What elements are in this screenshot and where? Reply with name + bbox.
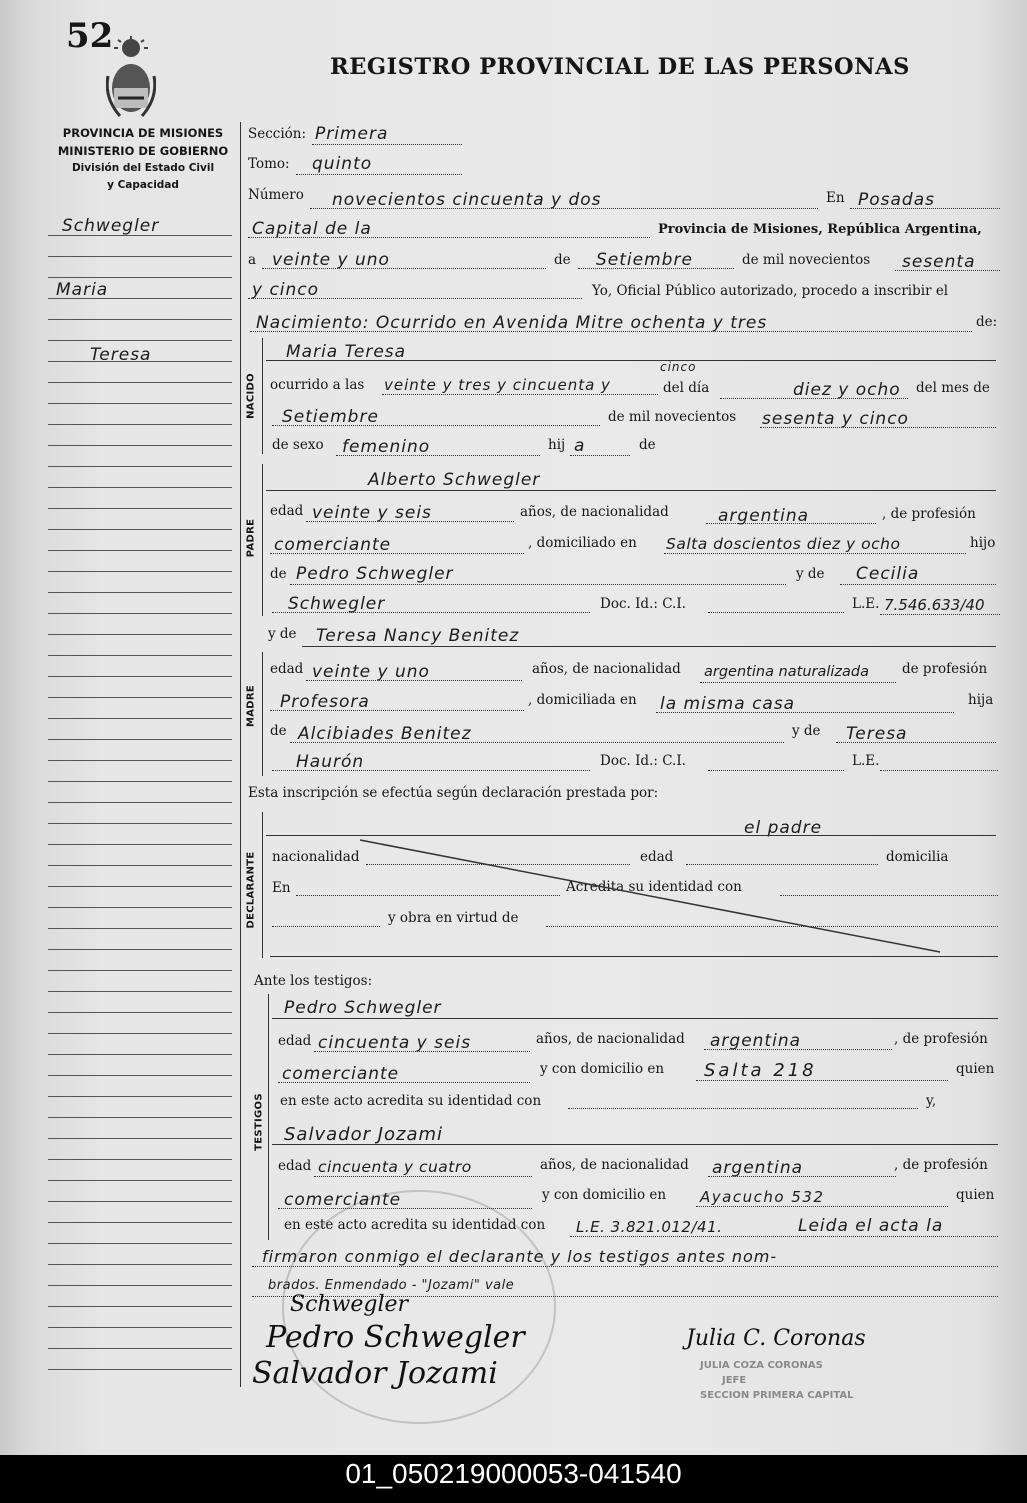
inscripcion-label: Esta inscripción se efectúa según declaración prestada por: — [248, 785, 659, 801]
padre-profesion-value: comerciante — [274, 535, 392, 555]
margin-given-name-2: Teresa — [90, 345, 152, 365]
tomo-label: Tomo: — [248, 156, 290, 172]
a-label: a — [248, 252, 257, 268]
testigo2-quien-label: quien — [956, 1187, 995, 1203]
de-colon-label: de: — [976, 314, 998, 330]
padre-nac-label: años, de nacionalidad — [520, 504, 669, 520]
testigo1-domicilio-value: Salta 218 — [704, 1060, 817, 1081]
declarante-obra-label: y obra en virtud de — [388, 910, 519, 926]
stamp-line-2: JEFE — [722, 1375, 747, 1386]
madre-y-de-label: y de — [268, 626, 297, 642]
padre-domicilio-value: Salta doscientos diez y ocho — [666, 535, 901, 553]
testigo2-nac-value: argentina — [712, 1158, 804, 1178]
authority-capacity: y Capacidad — [107, 179, 179, 191]
declarante-por: el padre — [744, 818, 823, 838]
madre-side-label: MADRE — [245, 684, 257, 728]
padre-doc-label: Doc. Id.: C.I. — [600, 596, 686, 612]
testigo2-nombre: Salvador Jozami — [284, 1124, 444, 1145]
testigo1-edad-label: edad — [278, 1033, 312, 1049]
declarante-edad-label: edad — [640, 849, 674, 865]
authority-division: División del Estado Civil — [71, 162, 215, 174]
signature-1: Schwegler — [290, 1292, 409, 1317]
cierre-line-3: brados. Enmendado - "Jozami" vale — [268, 1278, 515, 1293]
padre-de-label: de — [270, 566, 287, 582]
padre-padre-value: Pedro Schwegler — [296, 564, 454, 584]
madre-edad-label: edad — [270, 661, 304, 677]
padre-madre-value-2: Schwegler — [288, 594, 386, 614]
hij-de-label: de — [639, 437, 656, 453]
testigo2-domicilio-label: y con domicilio en — [542, 1187, 667, 1203]
signature-2: Pedro Schwegler — [266, 1320, 525, 1355]
testigos-label: Ante los testigos: — [254, 973, 373, 989]
hij-suffix: a — [574, 436, 586, 456]
tomo-value: quinto — [312, 154, 373, 174]
testigo1-nac-value: argentina — [710, 1031, 802, 1051]
hora-superscript: cinco — [660, 360, 697, 374]
madre-hija-label: hija — [968, 692, 994, 708]
authority-province: PROVINCIA DE MISIONES — [62, 126, 224, 140]
cierre-line-1: Leida el acta la — [798, 1216, 944, 1236]
declarante-en-label: En — [272, 880, 291, 896]
signature-official: Julia C. Coronas — [686, 1326, 866, 1351]
madre-y-de-2-label: y de — [792, 723, 821, 739]
madre-profesion-value: Profesora — [280, 692, 370, 712]
del-mes-label: del mes de — [916, 380, 990, 396]
madre-padre-value: Alcibiades Benitez — [298, 724, 472, 744]
testigo1-profesion-label: , de profesión — [894, 1031, 988, 1047]
madre-edad-value: veinte y uno — [312, 662, 430, 682]
madre-nac-value: argentina naturalizada — [704, 664, 870, 680]
dia-nac-value: diez y ocho — [793, 380, 901, 400]
en-label: En — [826, 190, 845, 206]
testigo1-nombre: Pedro Schwegler — [284, 998, 442, 1018]
stamp-line-3: SECCION PRIMERA CAPITAL — [700, 1390, 854, 1401]
de-mil-label: de mil novecientos — [742, 252, 871, 268]
stamp-line-1: JULIA COZA CORONAS — [700, 1360, 823, 1371]
testigo2-edad-value: cincuenta y cuatro — [318, 1158, 472, 1176]
provincia-label: Provincia de Misiones, República Argentina, — [658, 222, 982, 237]
padre-y-de-label: y de — [796, 566, 825, 582]
madre-madre-value: Teresa — [846, 724, 908, 744]
testigo1-nac-label: años, de nacionalidad — [536, 1031, 685, 1047]
padre-nombre: Alberto Schwegler — [368, 470, 541, 490]
de-mil-nac-label: de mil novecientos — [608, 409, 737, 425]
declarante-side-label: DECLARANTE — [245, 851, 257, 929]
padre-hijo-label: hijo — [970, 535, 996, 551]
yo-label: Yo, Oficial Público autorizado, procedo a inscribir el — [592, 283, 949, 299]
dia-value: veinte y uno — [272, 250, 390, 270]
testigo1-domicilio-label: y con domicilio en — [540, 1061, 665, 1077]
margin-given-name-1: Maria — [56, 280, 109, 300]
testigo2-nac-label: años, de nacionalidad — [540, 1157, 689, 1173]
signature-3: Salvador Jozami — [252, 1356, 498, 1391]
numero-label: Número — [248, 187, 304, 203]
testigo1-edad-value: cincuenta y seis — [318, 1033, 472, 1053]
anio-value-2: y cinco — [252, 280, 320, 300]
testigo1-y-label: y, — [926, 1093, 937, 1109]
ocurrido-label: ocurrido a las — [270, 377, 365, 393]
padre-edad-value: veinte y seis — [312, 503, 432, 523]
del-dia-label: del día — [663, 380, 710, 396]
declarante-nacionalidad-label: nacionalidad — [272, 849, 360, 865]
margin-surname: Schwegler — [62, 216, 160, 236]
mes-value: Setiembre — [596, 250, 693, 270]
testigos-side-label: TESTIGOS — [253, 1093, 265, 1151]
declarante-acredita-label: Acredita su identidad con — [566, 879, 742, 895]
padre-madre-value: Cecilia — [856, 564, 920, 584]
madre-domicilio-label: , domiciliada en — [528, 692, 637, 708]
nacido-side-label: NACIDO — [245, 373, 257, 419]
footer-identifier: 01_050219000053-041540 — [345, 1458, 682, 1489]
seccion-value: Primera — [315, 124, 389, 144]
testigo2-identidad-value: L.E. 3.821.012/41. — [576, 1218, 723, 1236]
padre-domicilio-label: , domiciliado en — [528, 535, 637, 551]
sexo-value: femenino — [342, 437, 431, 457]
testigo2-edad-label: edad — [278, 1158, 312, 1174]
numero-value: novecientos cincuenta y dos — [332, 190, 602, 210]
padre-nac-value: argentina — [718, 506, 810, 526]
padre-edad-label: edad — [270, 503, 304, 519]
official-stamp — [700, 1358, 854, 1403]
hora-value: veinte y tres y cincuenta y — [384, 376, 611, 394]
en-value: Posadas — [858, 190, 935, 210]
hij-label: hij — [548, 437, 566, 453]
testigo2-acredita-label: en este acto acredita su identidad con — [284, 1217, 546, 1233]
document-title: REGISTRO PROVINCIAL DE LAS PERSONAS — [330, 54, 910, 80]
testigo1-quien-label: quien — [956, 1061, 995, 1077]
mes-de-label: de — [554, 252, 571, 268]
declarante-domicilia-label: domicilia — [886, 849, 949, 865]
madre-nac-label: años, de nacionalidad — [532, 661, 681, 677]
testigo2-domicilio-value: Ayacucho 532 — [700, 1188, 825, 1206]
lugar-value: Capital de la — [252, 219, 372, 239]
testigo1-profesion-value: comerciante — [282, 1064, 400, 1084]
seccion-label: Sección: — [248, 126, 307, 142]
nacido-nombre: Maria Teresa — [286, 342, 407, 362]
testigo2-profesion-value: comerciante — [284, 1190, 402, 1210]
madre-madre-value-2: Haurón — [296, 752, 365, 772]
mes-nac-value: Setiembre — [282, 407, 379, 427]
testigo1-acredita-label: en este acto acredita su identidad con — [280, 1093, 542, 1109]
cierre-line-2: firmaron conmigo el declarante y los testigos antes nom- — [262, 1247, 778, 1266]
sexo-label: de sexo — [272, 437, 324, 453]
padre-side-label: PADRE — [245, 518, 257, 558]
authority-ministry: MINISTERIO DE GOBIERNO — [57, 144, 229, 158]
anio-nac-value: sesenta y cinco — [762, 409, 909, 429]
madre-nombre: Teresa Nancy Benitez — [316, 626, 520, 646]
madre-de-label: de — [270, 723, 287, 739]
anio-value-1: sesenta — [902, 252, 976, 272]
madre-profesion-label: de profesión — [902, 661, 988, 677]
page-number: 52 — [66, 16, 114, 56]
stamp-circle — [282, 1190, 556, 1424]
madre-domicilio-value: la misma casa — [660, 694, 796, 714]
madre-doc-label: Doc. Id.: C.I. — [600, 753, 686, 769]
padre-le-label: L.E. — [852, 596, 880, 612]
testigo2-profesion-label: , de profesión — [894, 1157, 988, 1173]
padre-le-value: 7.546.633/40 — [884, 596, 985, 614]
padre-profesion-label: , de profesión — [882, 506, 976, 522]
madre-le-label: L.E. — [852, 753, 880, 769]
acto-value: Nacimiento: Ocurrido en Avenida Mitre ochenta y tres — [256, 313, 768, 333]
